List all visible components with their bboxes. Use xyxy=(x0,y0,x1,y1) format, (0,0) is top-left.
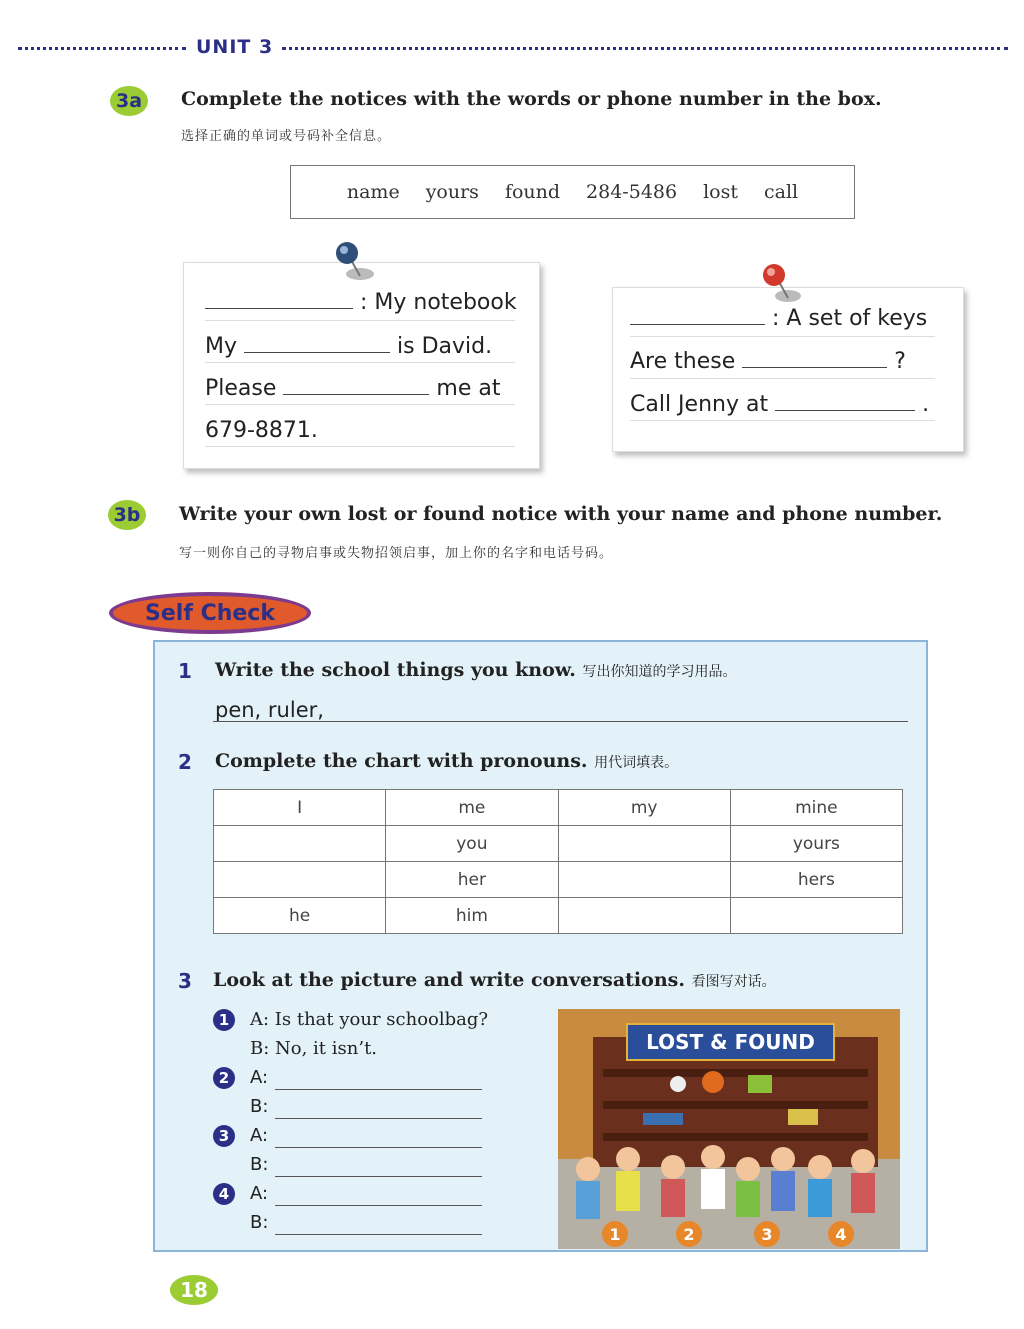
q1-text-cn: 写出你知道的学习用品。 xyxy=(582,664,737,680)
notice1-line1 xyxy=(205,290,517,315)
word-item: name xyxy=(346,181,400,203)
instruction-3a: Complete the notices with the words or phone number in the box. xyxy=(181,88,882,110)
instruction-3a-cn: 选择正确的单词或号码补全信息。 xyxy=(181,129,392,144)
q3-number: 3 xyxy=(178,969,192,993)
blank[interactable] xyxy=(630,324,765,325)
blank[interactable] xyxy=(775,410,915,411)
table-cell: mine xyxy=(730,790,902,826)
table-row xyxy=(214,790,903,826)
conv-line-a: A: xyxy=(250,1183,269,1204)
table-cell: I xyxy=(214,790,386,826)
notice1-text: is David. xyxy=(397,334,493,359)
word-item: call xyxy=(764,181,799,203)
table-cell: her xyxy=(386,862,558,898)
q2-text: Complete the chart with pronouns. xyxy=(215,750,588,772)
badge-3a: 3a xyxy=(110,86,148,116)
notice-rule xyxy=(205,446,515,447)
notice1-line2 xyxy=(205,334,492,359)
word-item: found xyxy=(504,181,561,203)
conv-line-a: A: xyxy=(250,1125,269,1146)
notice1-text: Please xyxy=(205,376,277,401)
table-cell[interactable] xyxy=(558,826,730,862)
notice-rule xyxy=(630,420,935,421)
page-number: 18 xyxy=(170,1275,218,1305)
blank[interactable] xyxy=(742,367,887,368)
notice2-line1 xyxy=(630,306,927,331)
pushpin-icon xyxy=(330,238,380,288)
table-row xyxy=(214,826,903,862)
word-item: yours xyxy=(425,181,479,203)
notice-rule xyxy=(205,404,515,405)
header-dots-right xyxy=(282,47,1008,50)
notice1-phone: 679-8871. xyxy=(205,418,318,443)
conv-line-b: B: xyxy=(250,1212,269,1233)
table-row xyxy=(214,862,903,898)
table-cell[interactable] xyxy=(214,862,386,898)
lost-found-sign: LOST & FOUND xyxy=(626,1023,835,1061)
notice-rule xyxy=(205,362,515,363)
conv-line-a: A: xyxy=(250,1067,269,1088)
notice2-text: Are these xyxy=(630,349,736,374)
pronoun-chart xyxy=(213,789,903,934)
word-item: lost xyxy=(703,181,738,203)
instruction-3b: Write your own lost or found notice with your name and phone number. xyxy=(179,503,943,525)
badge-3b: 3b xyxy=(108,500,146,530)
q1-answer-line[interactable] xyxy=(213,721,908,722)
table-cell: my xyxy=(558,790,730,826)
notice2-line3 xyxy=(630,392,929,417)
conv-number: 1 xyxy=(213,1009,235,1031)
conv-line-a: A: Is that your schoolbag? xyxy=(250,1009,489,1030)
table-cell[interactable] xyxy=(730,898,902,934)
notice1-text: me at xyxy=(436,376,501,401)
q1-instruction xyxy=(215,659,736,681)
table-cell: hers xyxy=(730,862,902,898)
notice1-title: : My notebook xyxy=(360,290,517,315)
conv-blank[interactable] xyxy=(275,1147,482,1148)
table-cell: he xyxy=(214,898,386,934)
q1-answer: pen, ruler, xyxy=(215,698,324,722)
conv-blank[interactable] xyxy=(275,1089,482,1090)
notice-rule xyxy=(205,320,515,321)
word-box xyxy=(290,165,855,219)
conv-number: 4 xyxy=(213,1183,235,1205)
table-row xyxy=(214,898,903,934)
notice2-text: Call Jenny at xyxy=(630,392,769,417)
blank[interactable] xyxy=(283,394,429,395)
q3-instruction xyxy=(213,969,776,991)
q3-text-cn: 看图写对话。 xyxy=(691,974,776,990)
table-cell: you xyxy=(386,826,558,862)
instruction-3b-cn: 写一则你自己的寻物启事或失物招领启事，加上你的名字和电话号码。 xyxy=(179,546,614,561)
notice2-title: : A set of keys xyxy=(772,306,928,331)
conv-blank[interactable] xyxy=(275,1234,482,1235)
conv-number: 2 xyxy=(213,1067,235,1089)
picture-number: 4 xyxy=(828,1221,854,1247)
notice1-text: My xyxy=(205,334,238,359)
conv-blank[interactable] xyxy=(275,1118,482,1119)
picture-number: 2 xyxy=(676,1221,702,1247)
q2-instruction xyxy=(215,750,678,772)
notice1-line3 xyxy=(205,376,500,401)
notice2-text: . xyxy=(922,392,930,417)
table-cell[interactable] xyxy=(558,862,730,898)
conv-blank[interactable] xyxy=(275,1205,482,1206)
conv-blank[interactable] xyxy=(275,1176,482,1177)
conv-line-b: B: No, it isn’t. xyxy=(250,1038,378,1059)
conv-number: 3 xyxy=(213,1125,235,1147)
notice2-text: ? xyxy=(894,349,906,374)
table-cell: him xyxy=(386,898,558,934)
notice2-line2 xyxy=(630,349,906,374)
picture-number: 3 xyxy=(754,1221,780,1247)
q2-text-cn: 用代词填表。 xyxy=(594,755,679,771)
conv-line-b: B: xyxy=(250,1154,269,1175)
table-cell[interactable] xyxy=(214,826,386,862)
q2-number: 2 xyxy=(178,750,192,774)
self-check-title: Self Check xyxy=(109,592,311,634)
q3-text: Look at the picture and write conversations. xyxy=(213,969,685,991)
blank[interactable] xyxy=(244,352,390,353)
conv-line-b: B: xyxy=(250,1096,269,1117)
word-item: 284-5486 xyxy=(586,181,678,203)
q1-text: Write the school things you know. xyxy=(215,659,576,681)
table-cell: yours xyxy=(730,826,902,862)
lost-and-found-picture xyxy=(558,1009,900,1249)
notice-rule xyxy=(630,336,935,337)
header-dots-left xyxy=(18,47,186,50)
notice-rule xyxy=(630,378,935,379)
pushpin-icon xyxy=(756,260,806,310)
blank[interactable] xyxy=(205,308,353,309)
unit-title: UNIT 3 xyxy=(196,36,274,58)
q1-number: 1 xyxy=(178,659,192,683)
picture-number: 1 xyxy=(602,1221,628,1247)
table-cell: me xyxy=(386,790,558,826)
table-cell[interactable] xyxy=(558,898,730,934)
